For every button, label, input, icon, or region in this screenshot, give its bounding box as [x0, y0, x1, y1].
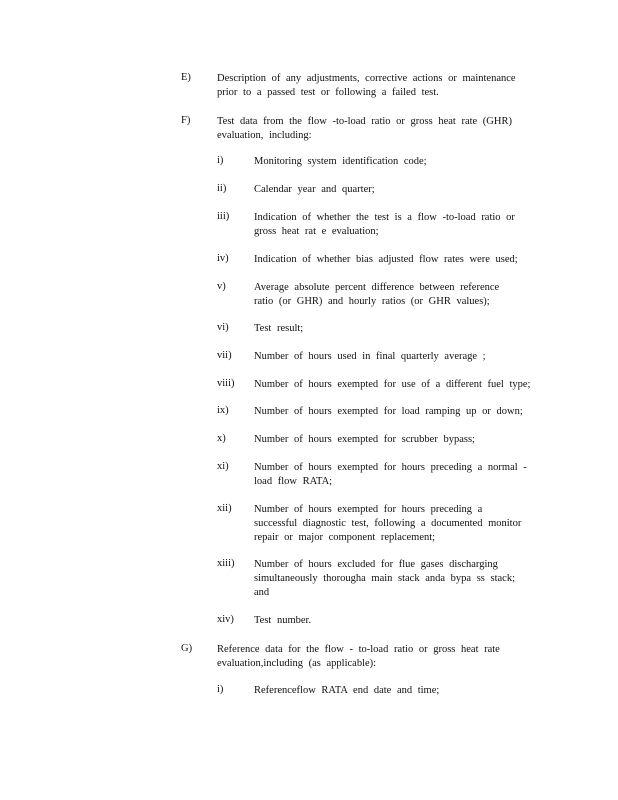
text-line: Number of hours exempted for scrubber bypass;: [254, 434, 475, 445]
subitem-marker: v): [217, 281, 226, 292]
text-line: successful diagnostic test, following a documented monitor: [254, 518, 522, 529]
subitem-text: [254, 503, 544, 545]
subitem-marker: ix): [217, 405, 229, 416]
subitem-text: [254, 253, 544, 267]
text-line: and: [254, 587, 270, 598]
subitem-marker: ii): [217, 183, 227, 194]
text-line: evaluation,including (as applicable):: [217, 658, 377, 669]
subitem-marker: xiv): [217, 614, 234, 625]
text-line: evaluation, including:: [217, 130, 312, 141]
text-line: gross heat rat e evaluation;: [254, 226, 379, 237]
section-marker: E): [181, 72, 191, 83]
subitem-marker: i): [217, 684, 224, 695]
text-line: Reference data for the flow - to-load ratio or gross heat rate: [217, 644, 500, 655]
text-line: ratio (or GHR) and hourly ratios (or GHR values);: [254, 296, 490, 307]
text-line: prior to a passed test or following a failed test.: [217, 87, 439, 98]
text-line: load flow RATA;: [254, 476, 333, 487]
subitem-marker: iv): [217, 253, 229, 264]
text-line: repair or major component replacement;: [254, 532, 436, 543]
text-line: Description of any adjustments, corrective actions or maintenance: [217, 73, 516, 84]
subitem-text: [254, 433, 544, 447]
text-line: Number of hours excluded for flue gases discharging: [254, 559, 498, 570]
subitem-marker: iii): [217, 211, 230, 222]
subitem-marker: x): [217, 433, 226, 444]
subitem-text: [254, 350, 544, 364]
text-line: simultaneously thorougha main stack anda bypa ss stack;: [254, 573, 515, 584]
text-line: Referenceflow RATA end date and time;: [254, 685, 440, 696]
subitem-marker: xiii): [217, 558, 235, 569]
subitem-text: [254, 558, 544, 600]
text-line: Indication of whether bias adjusted flow rates were used;: [254, 254, 518, 265]
subitem-marker: viii): [217, 378, 235, 389]
subitem-text: [254, 211, 544, 239]
subitem-text: [254, 155, 544, 169]
text-line: Number of hours exempted for hours preceding a normal -: [254, 462, 527, 473]
text-line: Number of hours exempted for hours preceding a: [254, 504, 483, 515]
subitem-marker: vii): [217, 350, 232, 361]
subitem-marker: vi): [217, 322, 229, 333]
text-line: Calendar year and quarter;: [254, 184, 375, 195]
subitem-marker: i): [217, 155, 224, 166]
text-line: Test result;: [254, 323, 304, 334]
text-line: Indication of whether the test is a flow -to-load ratio or: [254, 212, 515, 223]
text-line: Test number.: [254, 615, 312, 626]
subitem-text: [254, 281, 544, 309]
subitem-text: [254, 183, 544, 197]
text-line: Test data from the flow -to-load ratio or gross heat rate (GHR): [217, 116, 512, 127]
subitem-marker: xii): [217, 503, 232, 514]
subitem-text: [254, 461, 544, 489]
text-line: Number of hours exempted for load ramping up or down;: [254, 406, 523, 417]
section-text: [217, 115, 537, 143]
subitem-text: [254, 684, 544, 698]
subitem-text: [254, 614, 544, 628]
text-line: Number of hours used in final quarterly average ;: [254, 351, 486, 362]
text-line: Monitoring system identification code;: [254, 156, 427, 167]
section-text: [217, 72, 537, 100]
subitem-marker: xi): [217, 461, 229, 472]
text-line: Number of hours exempted for use of a different fuel type;: [254, 379, 531, 390]
text-line: Average absolute percent difference between reference: [254, 282, 500, 293]
subitem-text: [254, 322, 544, 336]
subitem-text: [254, 378, 544, 392]
section-text: [217, 643, 537, 671]
subitem-text: [254, 405, 544, 419]
section-marker: F): [181, 115, 191, 126]
section-marker: G): [181, 643, 193, 654]
